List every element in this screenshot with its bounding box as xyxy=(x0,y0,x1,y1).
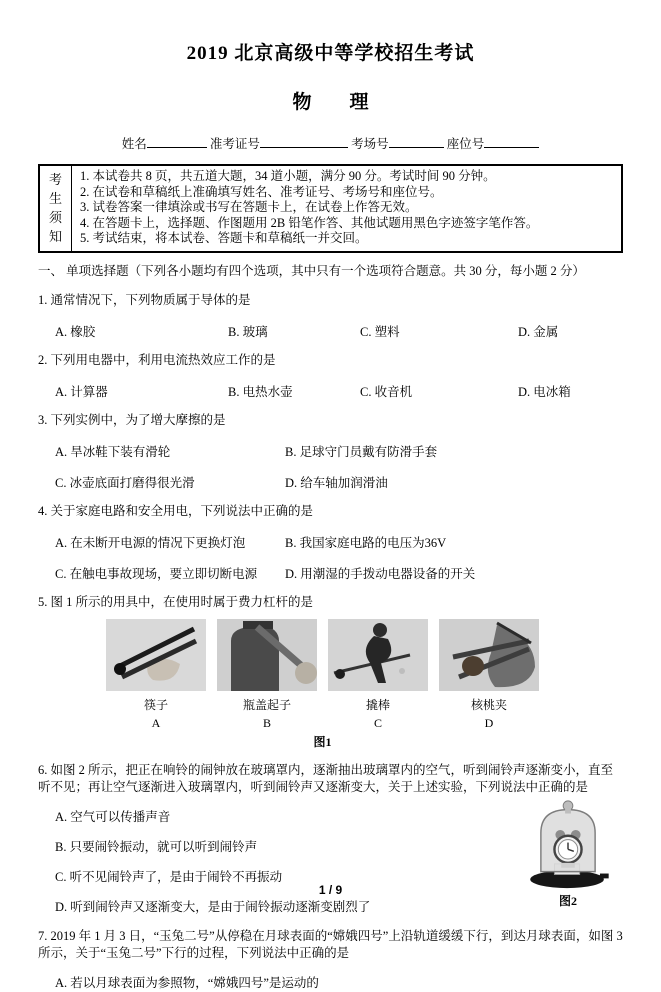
figure-1-letter-c: C xyxy=(373,715,382,730)
question-6-text: 6. 如图 2 所示，把正在响铃的闹钟放在玻璃罩内，逐渐抽出玻璃罩内的空气，听到闹铃声逐渐变小，直至听不见；再让空气逐渐进入玻璃罩内，听到闹铃声又逐渐变大，关于上述实验，下列说法中正确的是 xyxy=(38,762,614,794)
question-3-options-row2 xyxy=(38,473,623,491)
q6-option-a: A. 空气可以传播声音 xyxy=(55,809,171,824)
page-number: 1 / 9 xyxy=(318,883,343,897)
nutcracker-photo xyxy=(439,619,539,691)
q2-option-a: A. 计算器 xyxy=(55,384,108,399)
section1-heading: 一、 单项选择题（下列各小题均有四个选项，其中只有一个选项符合题意。共 30 分，每小题 2 分） xyxy=(38,263,585,278)
subject-title: 物 理 xyxy=(292,92,369,113)
notice-body xyxy=(72,166,621,251)
question-1-options xyxy=(38,322,623,340)
candidate-info-line xyxy=(38,134,623,152)
question-3-text: 3. 下列实例中，为了增大摩擦的是 xyxy=(38,412,226,427)
figure-1-label-a: 筷子 xyxy=(143,697,168,712)
notice-item-2: 2. 在试卷和草稿纸上准确填写姓名、准考证号、考场号和座位号。 xyxy=(80,184,443,199)
q4-option-b: B. 我国家庭电路的电压为36V xyxy=(285,535,447,550)
notice-item-1: 1. 本试卷共 8 页，共五道大题，34 道小题，满分 90 分。考试时间 90 分钟。 xyxy=(80,169,496,183)
q1-option-d: D. 金属 xyxy=(518,324,559,339)
question-5 xyxy=(38,594,623,750)
page-title: 2019 北京高级中等学校招生考试 xyxy=(186,43,475,64)
question-3 xyxy=(38,412,623,491)
question-4 xyxy=(38,503,623,582)
bottle-opener-photo xyxy=(217,619,317,691)
figure-1-label-d: 核桃夹 xyxy=(470,697,507,712)
figure-1 xyxy=(38,619,623,750)
figure-1-letter-b: B xyxy=(262,715,271,730)
bell-jar-photo xyxy=(525,798,611,890)
question-1 xyxy=(38,292,623,340)
q2-option-b: B. 电热水壶 xyxy=(228,384,293,399)
q6-option-d: D. 听到闹铃声又逐渐变大，是由于闹铃振动逐渐变剧烈了 xyxy=(55,899,371,914)
figure-1-item-d xyxy=(439,619,539,731)
figure-1-item-b xyxy=(217,619,317,731)
figure-1-letter-a: A xyxy=(151,715,161,730)
figure-1-label-b: 瓶盖起子 xyxy=(242,697,291,712)
q2-option-c: C. 收音机 xyxy=(360,384,413,399)
name-blank xyxy=(147,135,207,148)
room-blank xyxy=(389,135,444,148)
seat-blank xyxy=(484,135,539,148)
question-2 xyxy=(38,352,623,400)
figure-2 xyxy=(513,796,623,916)
notice-side-label: 考生须知 xyxy=(48,172,62,245)
question-2-text: 2. 下列用电器中，利用电流热效应工作的是 xyxy=(38,352,276,367)
figure-1-item-c xyxy=(328,619,428,731)
crowbar-photo xyxy=(328,619,428,691)
q6-option-b: B. 只要闹铃振动，就可以听到闹铃声 xyxy=(55,839,258,854)
q4-option-d: D. 用潮湿的手拨动电器设备的开关 xyxy=(285,566,476,581)
q6-option-c: C. 听不见闹铃声了，是由于闹铃不再振动 xyxy=(55,869,283,884)
notice-box xyxy=(38,164,623,253)
figure-1-photos xyxy=(106,619,623,731)
figure-2-caption: 图2 xyxy=(558,893,577,908)
question-5-text: 5. 图 1 所示的用具中，在使用时属于费力杠杆的是 xyxy=(38,594,314,609)
chopsticks-photo xyxy=(106,619,206,691)
question-3-options-row1 xyxy=(38,442,623,460)
q4-option-c: C. 在触电事故现场，要立即切断电源 xyxy=(55,566,258,581)
question-2-options xyxy=(38,382,623,400)
notice-side-cell xyxy=(40,166,72,251)
notice-item-4: 4. 在答题卡上，选择题、作图题用 2B 铅笔作答、其他试题用黑色字迹签字笔作答。 xyxy=(80,215,539,230)
seat-label: 座位号 xyxy=(446,137,485,151)
q3-option-b: B. 足球守门员戴有防滑手套 xyxy=(285,444,438,459)
figure-1-letter-d: D xyxy=(484,715,494,730)
q1-option-c: C. 塑料 xyxy=(360,324,400,339)
q7-option-a: A. 若以月球表面为参照物，“嫦娥四号”是运动的 xyxy=(55,975,319,990)
figure-1-item-a xyxy=(106,619,206,731)
name-label: 姓名 xyxy=(121,137,147,151)
q3-option-d: D. 给车轴加润滑油 xyxy=(285,475,388,490)
notice-item-3: 3. 试卷答案一律填涂或书写在答题卡上，在试卷上作答无效。 xyxy=(80,200,418,215)
question-7-text: 7. 2019 年 1 月 3 日，“玉兔二号”从停稳在月球表面的“嫦娥四号”上沿轨道缓缓下行，到达月球表面，如图 3 所示，关于“玉兔二号”下行的过程，下列说法中正确的是 xyxy=(38,928,623,960)
figure-1-label-c: 撬棒 xyxy=(365,697,390,712)
q3-option-c: C. 冰壶底面打磨得很光滑 xyxy=(55,475,195,490)
question-6-body xyxy=(38,796,623,916)
question-1-text: 1. 通常情况下，下列物质属于导体的是 xyxy=(38,292,251,307)
q2-option-d: D. 电冰箱 xyxy=(518,384,571,399)
question-7 xyxy=(38,928,623,992)
question-4-options-row1 xyxy=(38,533,623,551)
notice-item-5: 5. 考试结束，将本试卷、答题卡和草稿纸一并交回。 xyxy=(80,231,368,246)
question-4-text: 4. 关于家庭电路和安全用电，下列说法中正确的是 xyxy=(38,503,314,518)
question-6-options xyxy=(38,796,513,916)
question-4-options-row2 xyxy=(38,564,623,582)
exam-id-blank xyxy=(260,135,348,148)
exam-id-label: 准考证号 xyxy=(209,137,260,151)
room-label: 考场号 xyxy=(351,137,389,151)
q1-option-a: A. 橡胶 xyxy=(55,324,96,339)
figure-1-caption: 图1 xyxy=(313,734,332,749)
q4-option-a: A. 在未断开电源的情况下更换灯泡 xyxy=(55,535,246,550)
q1-option-b: B. 玻璃 xyxy=(228,324,268,339)
q3-option-a: A. 旱冰鞋下装有滑轮 xyxy=(55,444,171,459)
